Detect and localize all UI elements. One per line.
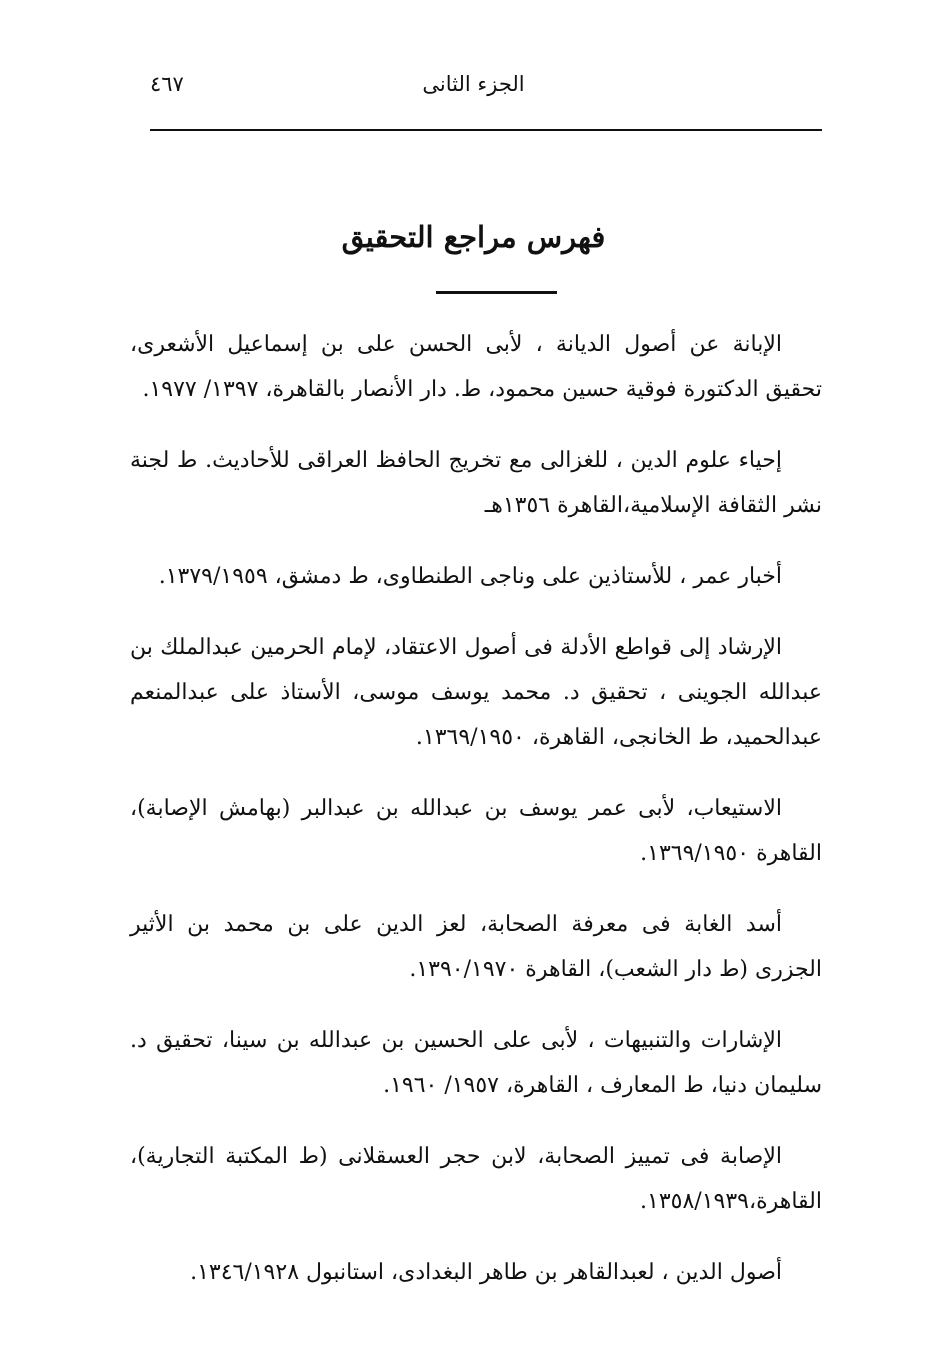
page-number: ٤٦٧ bbox=[150, 72, 184, 96]
header-rule bbox=[150, 129, 822, 131]
reference-entry: أخبار عمر ، للأستاذين على وناجى الطنطاوى، ط دمشق، ١٣٧٩/١٩٥٩. bbox=[158, 564, 782, 589]
title-rule bbox=[436, 291, 557, 294]
references-list bbox=[130, 322, 822, 1321]
reference-entry: الإشارات والتنبيهات ، لأبى على الحسين بن عبدالله بن سينا، تحقيق د. سليمان دنيا، ط المعارف ، القاهرة، ١٩٥٧/ ١٩٦٠. bbox=[130, 1028, 822, 1098]
reference-entry: الإرشاد إلى قواطع الأدلة فى أصول الاعتقاد، لإمام الحرمين عبدالملك بن عبدالله الجوينى ، تحقيق د. محمد يوسف موسى، الأستاذ على عبدالمنعم عبدالحميد، ط الخانجى، القاهرة، ١٣٦٩/١٩٥٠. bbox=[130, 635, 822, 750]
reference-entry: إحياء علوم الدين ، للغزالى مع تخريج الحافظ العراقى للأحاديث. ط لجنة نشر الثقافة الإسلامية،القاهرة ١٣٥٦هـ bbox=[130, 448, 822, 518]
reference-entry: أسد الغابة فى معرفة الصحابة، لعز الدين على بن محمد بن الأثير الجزرى (ط دار الشعب)، القاهرة ١٣٩٠/١٩٧٠. bbox=[130, 912, 822, 982]
reference-entry: الإبانة عن أصول الديانة ، لأبى الحسن على بن إسماعيل الأشعرى، تحقيق الدكتورة فوقية حسين محمود، ط. دار الأنصار بالقاهرة، ١٣٩٧/ ١٩٧٧. bbox=[130, 332, 822, 402]
page-title: فهرس مراجع التحقيق bbox=[341, 220, 606, 254]
reference-entry: الإصابة فى تمييز الصحابة، لابن حجر العسقلانى (ط المكتبة التجارية)، القاهرة،١٣٥٨/١٩٣٩. bbox=[130, 1144, 822, 1214]
running-head: الجزء الثانى bbox=[422, 72, 525, 96]
reference-entry: أصول الدين ، لعبدالقاهر بن طاهر البغدادى، استانبول ١٣٤٦/١٩٢٨. bbox=[190, 1260, 782, 1285]
reference-entry: الاستيعاب، لأبى عمر يوسف بن عبدالله بن عبدالبر (بهامش الإصابة)، القاهرة ١٣٦٩/١٩٥٠. bbox=[130, 796, 822, 866]
